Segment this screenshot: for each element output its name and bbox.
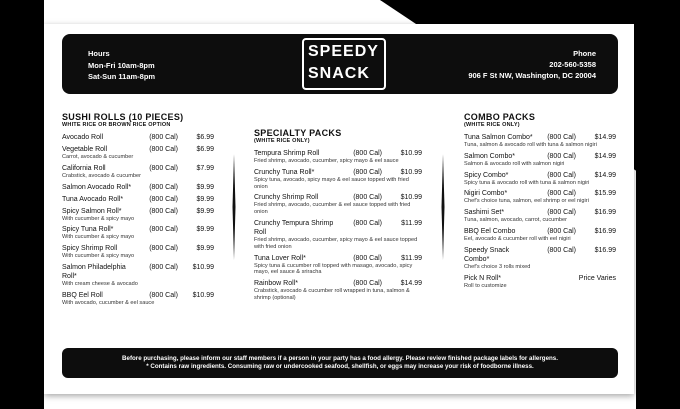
- menu-item: [62, 164, 214, 180]
- allergy-notice: [62, 348, 618, 378]
- menu-item: [62, 183, 214, 192]
- menu-item-price: Price Varies: [578, 274, 616, 282]
- menu-item-row: [62, 183, 214, 192]
- combo-packs-section: [464, 112, 616, 292]
- menu-item-calories: (800 Cal): [149, 164, 178, 172]
- menu-item-row: [464, 274, 616, 283]
- menu-item-row: [254, 193, 422, 202]
- allergy-notice-line1: Before purchasing, please inform our staff members if a person in your party has a food allergy. Please review finished package labels for allergens.: [122, 355, 558, 362]
- menu-item-name: Spicy Tuna Roll*: [62, 226, 114, 234]
- menu-item-name: California Roll: [62, 164, 106, 172]
- menu-item-row: [62, 225, 214, 234]
- menu-item-calories: (800 Cal): [149, 245, 178, 253]
- menu-item-description: With cucumber & spicy mayo: [62, 234, 135, 241]
- menu-item: [464, 246, 616, 271]
- menu-item-description: Spicy tuna & avocado roll with tuna & salmon nigiri: [464, 179, 590, 186]
- menu-item: [464, 171, 616, 187]
- menu-item-calories: (800 Cal): [149, 146, 178, 153]
- menu-item-name: Nigiri Combo*: [464, 190, 508, 198]
- menu-item-price: $9.99: [196, 245, 214, 253]
- menu-item-description: Crabstick, avocado & cucumber: [62, 172, 141, 179]
- menu-item-price: $16.99: [594, 209, 616, 217]
- menu-item-calories: (800 Cal): [353, 150, 382, 157]
- menu-item-name: Tuna Salmon Combo*: [464, 134, 533, 141]
- menu-header: [62, 34, 618, 94]
- logo-line2: SNACK: [308, 65, 370, 82]
- menu-item-calories: (800 Cal): [353, 194, 382, 202]
- menu-item-price: $10.99: [400, 194, 422, 202]
- menu-board: [44, 24, 634, 394]
- menu-item-name: Crunchy Tuna Roll*: [254, 168, 315, 176]
- menu-item-description: Tuna, salmon, avocado, carrot, cucumber: [464, 217, 568, 224]
- menu-item: [62, 225, 214, 241]
- menu-item-calories: (800 Cal): [353, 280, 382, 288]
- menu-item: [254, 168, 422, 191]
- phone-title: Phone: [573, 49, 596, 58]
- menu-item-name: Tuna Avocado Roll*: [62, 195, 124, 203]
- menu-item-name: Spicy Combo*: [464, 171, 509, 179]
- menu-item-calories: (800 Cal): [547, 171, 576, 179]
- hours-title: Hours: [88, 49, 110, 58]
- menu-item-description: Fried shrimp, avocado, cucumber, spicy mayo & eel sauce: [254, 158, 399, 164]
- menu-item-name: BBQ Eel Roll: [62, 291, 103, 299]
- menu-item-name: Rainbow Roll*: [254, 280, 298, 288]
- menu-item-calories: (800 Cal): [547, 246, 576, 254]
- speedy-snack-logo: [302, 38, 386, 90]
- allergy-notice-line2: * Contains raw ingredients. Consuming raw or undercooked seafood, shellfish, or eggs may increase your risk of foodborne illness.: [146, 363, 534, 370]
- menu-item-price: $9.99: [196, 207, 214, 215]
- menu-item-name: Sashimi Set*: [464, 209, 505, 217]
- menu-item-row: [62, 291, 214, 300]
- menu-item-name: Speedy Snack Combo*: [464, 246, 510, 263]
- menu-item: [464, 189, 616, 205]
- menu-item-description: Fried shrimp, avocado, cucumber & eel sauce topped with fried onion: [254, 202, 411, 216]
- menu-item-calories: [536, 274, 576, 283]
- menu-item-price: $9.99: [196, 226, 214, 234]
- menu-item-row: [62, 133, 214, 142]
- section-subtitle: WHITE RICE OR BROWN RICE OPTION: [62, 122, 171, 128]
- menu-item-price: $6.99: [196, 134, 214, 141]
- menu-item-description: Chef's choice tuna, salmon, eel shrimp or eel nigiri: [464, 198, 589, 205]
- menu-item-calories: (800 Cal): [353, 254, 382, 262]
- menu-item: [254, 193, 422, 216]
- menu-item-price: $14.99: [594, 134, 616, 141]
- menu-item-description: Crabstick, avocado & cucumber roll wrapped in tuna, salmon & shrimp (optional): [254, 288, 410, 301]
- menu-item-calories: (800 Cal): [353, 219, 382, 227]
- menu-item-name: Vegetable Roll: [62, 146, 108, 153]
- menu-item-name: Tuna Lover Roll*: [254, 254, 306, 262]
- menu-item-row: [62, 207, 214, 216]
- menu-item-price: $15.99: [594, 190, 616, 198]
- menu-item-calories: (800 Cal): [149, 195, 178, 203]
- menu-item-calories: (800 Cal): [353, 168, 382, 176]
- menu-item-name: Spicy Shrimp Roll: [62, 245, 118, 253]
- menu-item-description: Chef's choice 3 rolls mixed: [464, 263, 531, 270]
- menu-item-price: $10.99: [400, 150, 422, 157]
- section-title: SPECIALTY PACKS: [254, 128, 342, 138]
- column-divider: [441, 154, 445, 260]
- background-right: [636, 0, 680, 409]
- menu-item-name: Salmon Philadelphia Roll*: [62, 263, 126, 280]
- hours-weekday: Mon-Fri 10am-8pm: [88, 61, 155, 70]
- menu-item: [62, 291, 214, 307]
- menu-item-description: Carrot, avocado & cucumber: [62, 154, 134, 160]
- menu-item-row: [464, 227, 616, 236]
- menu-item: [464, 208, 616, 224]
- column-divider: [232, 154, 236, 260]
- menu-item-calories: (800 Cal): [547, 190, 576, 198]
- menu-item-price: $11.99: [401, 254, 422, 262]
- specialty-packs-section: [254, 128, 422, 305]
- menu-item-description: With cucumber & spicy mayo: [62, 215, 135, 222]
- menu-item-row: [62, 195, 214, 204]
- section-subtitle: (WHITE RICE ONLY): [254, 138, 310, 144]
- menu-item-price: $9.99: [196, 195, 214, 203]
- menu-item-price: $14.99: [594, 152, 616, 160]
- menu-item-row: [62, 145, 214, 154]
- menu-item-name: Salmon Combo*: [464, 152, 515, 160]
- menu-item: [62, 133, 214, 142]
- background-left: [0, 0, 44, 409]
- menu-item-price: $10.99: [400, 168, 422, 176]
- sushi-item-list: [62, 133, 214, 307]
- specialty-item-list: [254, 149, 422, 302]
- menu-item-price: $7.99: [196, 164, 214, 172]
- section-title: SUSHI ROLLS (10 PIECES): [62, 112, 184, 122]
- menu-item-description: With avocado, cucumber & eel sauce: [62, 299, 155, 306]
- menu-item: [62, 207, 214, 223]
- menu-item-row: [464, 189, 616, 198]
- menu-item-row: [254, 254, 422, 263]
- menu-item-row: [254, 279, 422, 288]
- menu-item-name: Tempura Shrimp Roll: [254, 150, 320, 157]
- menu-item-calories: (800 Cal): [149, 134, 178, 141]
- menu-item-row: [464, 171, 616, 180]
- menu-item-description: Eel, avocado & cucumber roll with eel nigiri: [464, 235, 571, 242]
- menu-item-price: $16.99: [594, 227, 616, 235]
- menu-item: [464, 133, 616, 149]
- menu-item: [254, 219, 422, 251]
- menu-item-price: $9.99: [196, 183, 214, 191]
- menu-item-calories: (800 Cal): [149, 263, 178, 271]
- menu-item-name: Spicy Salmon Roll*: [62, 207, 122, 215]
- menu-item-row: [254, 219, 422, 237]
- hours-block: [88, 48, 155, 82]
- menu-item-description: Spicy tuna & cucumber roll topped with masago, avocado, spicy mayo, eel sauce & sriracha: [254, 262, 413, 276]
- menu-item-calories: (800 Cal): [547, 209, 576, 217]
- menu-item-row: [464, 133, 616, 142]
- combo-item-list: [464, 133, 616, 289]
- menu-item-description: With cucumber & spicy mayo: [62, 253, 135, 260]
- menu-item-row: [254, 168, 422, 177]
- menu-item-name: BBQ Eel Combo: [464, 227, 516, 235]
- menu-item: [254, 149, 422, 165]
- menu-item: [62, 263, 214, 288]
- section-title: COMBO PACKS: [464, 112, 536, 122]
- contact-block: [468, 48, 596, 81]
- menu-item-row: [62, 244, 214, 253]
- menu-item-description: Roll to customize: [464, 282, 507, 289]
- menu-item-name: Avocado Roll: [62, 134, 104, 141]
- menu-item-row: [464, 152, 616, 161]
- menu-item-calories: (800 Cal): [149, 183, 178, 191]
- menu-item-price: $16.99: [594, 246, 616, 254]
- menu-item-calories: (800 Cal): [547, 134, 576, 141]
- menu-item: [464, 274, 616, 290]
- menu-item-name: Crunchy Shrimp Roll: [254, 194, 319, 202]
- menu-item: [464, 227, 616, 243]
- menu-item-price: $14.99: [594, 171, 616, 179]
- logo-line1: SPEEDY: [308, 43, 379, 60]
- menu-item-name: Salmon Avocado Roll*: [62, 183, 132, 191]
- menu-item-row: [464, 208, 616, 217]
- menu-item-price: $10.99: [192, 291, 214, 299]
- sushi-rolls-section: [62, 112, 214, 310]
- menu-item: [62, 244, 214, 260]
- menu-item-description: Salmon & avocado roll with salmon nigiri: [464, 160, 565, 167]
- menu-item-calories: (800 Cal): [149, 226, 178, 234]
- menu-item-name: Crunchy Tempura Shrimp Roll: [254, 219, 334, 236]
- menu-item-price: $14.99: [400, 280, 422, 288]
- menu-item-calories: (800 Cal): [149, 207, 178, 215]
- menu-item-description: Tuna, salmon & avocado roll with tuna & salmon nigiri: [464, 142, 597, 148]
- menu-item-calories: (800 Cal): [149, 291, 178, 299]
- menu-item-row: [62, 263, 214, 281]
- menu-item-row: [62, 164, 214, 173]
- menu-item-price: $6.99: [196, 146, 214, 153]
- menu-item: [254, 279, 422, 302]
- menu-item: [254, 254, 422, 277]
- menu-item-price: $10.99: [192, 263, 214, 271]
- menu-item: [464, 152, 616, 168]
- menu-item-calories: (800 Cal): [547, 152, 576, 160]
- menu-item-name: Pick N Roll*: [464, 274, 501, 282]
- menu-item-description: With cream cheese & avocado: [62, 280, 138, 287]
- menu-item-row: [254, 149, 422, 158]
- menu-item: [62, 195, 214, 204]
- section-subtitle: (WHITE RICE ONLY): [464, 122, 520, 128]
- menu-item-price: $11.99: [401, 219, 422, 227]
- menu-item-description: Spicy tuna, avocado, spicy mayo & eel sauce topped with fried onion: [254, 176, 409, 190]
- phone-number: 202-560-5358: [549, 60, 596, 69]
- menu-item-row: [464, 246, 616, 264]
- hours-weekend: Sat-Sun 11am-8pm: [88, 72, 156, 81]
- address: 906 F St NW, Washington, DC 20004: [468, 71, 596, 80]
- menu-item-calories: (800 Cal): [547, 227, 576, 235]
- menu-item: [62, 145, 214, 161]
- menu-item-description: Fried shrimp, avocado, cucumber, spicy mayo & eel sauce topped with fried onion: [254, 236, 418, 250]
